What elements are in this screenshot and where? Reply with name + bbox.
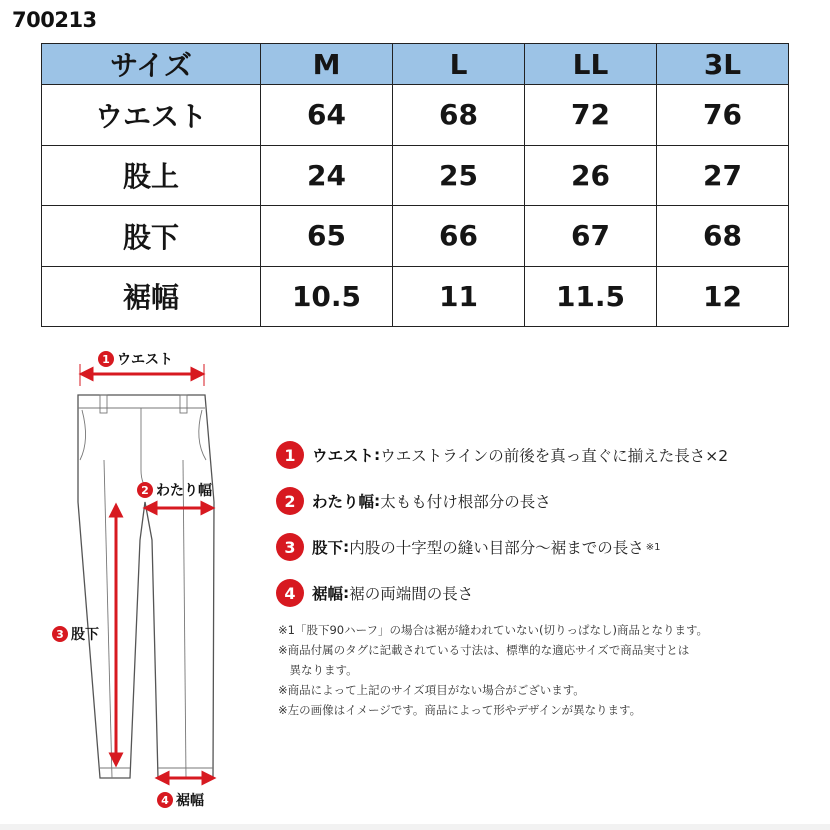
row-label: ウエスト (42, 85, 261, 146)
diagram-label-text: ウエスト (117, 352, 173, 368)
table-cell: 25 (393, 145, 525, 206)
definition-separator: : (374, 492, 381, 510)
table-cell: 27 (657, 145, 789, 206)
table-row-inseam (42, 206, 789, 267)
product-code: 700213 (12, 8, 97, 32)
definition-term: 股下 (312, 539, 344, 557)
row-label: 股下 (42, 206, 261, 267)
size-header-row (42, 44, 789, 85)
size-header-ll: LL (525, 44, 657, 85)
definition-separator: : (343, 538, 350, 556)
number-badge: 2 (137, 482, 153, 498)
table-cell: 64 (261, 85, 393, 146)
size-header-l: L (393, 44, 525, 85)
table-cell: 24 (261, 145, 393, 206)
row-label: 裾幅 (42, 266, 261, 327)
diagram-label-text: 股下 (71, 627, 99, 643)
table-cell: 10.5 (261, 266, 393, 327)
definition-separator: : (374, 446, 381, 464)
diagram-label-thigh (137, 480, 212, 500)
footnote: ※左の画像はイメージです。商品によって形やデザインが異なります。 (278, 703, 642, 717)
footnote: ※商品によって上記のサイズ項目がない場合がございます。 (278, 683, 585, 697)
definition-inseam (276, 533, 660, 561)
number-badge: 1 (98, 351, 114, 367)
size-table (41, 43, 789, 327)
size-header-3l: 3L (657, 44, 789, 85)
table-cell: 76 (657, 85, 789, 146)
table-cell: 68 (657, 206, 789, 267)
pants-illustration (0, 340, 260, 830)
definition-separator: : (343, 584, 350, 602)
diagram-label-waist (98, 349, 173, 369)
footnote: 異なります。 (278, 663, 358, 677)
pants-diagram (0, 340, 260, 830)
table-row-waist (42, 85, 789, 146)
table-cell: 72 (525, 85, 657, 146)
definition-term: わたり幅 (312, 493, 375, 511)
diagram-label-hem (157, 790, 204, 810)
table-cell: 11.5 (525, 266, 657, 327)
definition-term: 裾幅 (312, 585, 344, 603)
table-row-rise (42, 145, 789, 206)
definition-description: 裾の両端間の長さ (349, 585, 474, 603)
definition-thigh (276, 487, 551, 515)
definition-description: 太もも付け根部分の長さ (380, 493, 551, 511)
definition-hem (276, 579, 473, 607)
definition-footnote-mark: ※1 (645, 541, 661, 553)
number-badge: 3 (52, 626, 68, 642)
definition-description: 内股の十字型の縫い目部分～裾までの長さ (349, 539, 644, 557)
definition-waist (276, 441, 728, 469)
number-badge: 4 (157, 792, 173, 808)
table-row-hem (42, 266, 789, 327)
footnote: ※1「股下90ハーフ」の場合は裾が縫われていない(切りっぱなし)商品となります。 (278, 623, 709, 637)
row-label: 股上 (42, 145, 261, 206)
table-cell: 11 (393, 266, 525, 327)
bottom-divider (0, 824, 830, 830)
table-cell: 67 (525, 206, 657, 267)
table-cell: 68 (393, 85, 525, 146)
diagram-label-text: わたり幅 (156, 483, 212, 499)
number-badge: 2 (276, 487, 304, 515)
size-corner-cell: サイズ (42, 44, 261, 85)
table-cell: 12 (657, 266, 789, 327)
definition-description: ウエストラインの前後を真っ直ぐに揃えた長さ×2 (380, 447, 729, 465)
definition-term: ウエスト (312, 447, 375, 465)
table-cell: 26 (525, 145, 657, 206)
footnote: ※商品付属のタグに記載されている寸法は、標準的な適応サイズで商品実寸とは (278, 643, 690, 657)
table-cell: 66 (393, 206, 525, 267)
diagram-label-text: 裾幅 (176, 793, 204, 809)
number-badge: 3 (276, 533, 304, 561)
table-cell: 65 (261, 206, 393, 267)
size-header-m: M (261, 44, 393, 85)
number-badge: 1 (276, 441, 304, 469)
number-badge: 4 (276, 579, 304, 607)
diagram-label-inseam (52, 624, 99, 644)
